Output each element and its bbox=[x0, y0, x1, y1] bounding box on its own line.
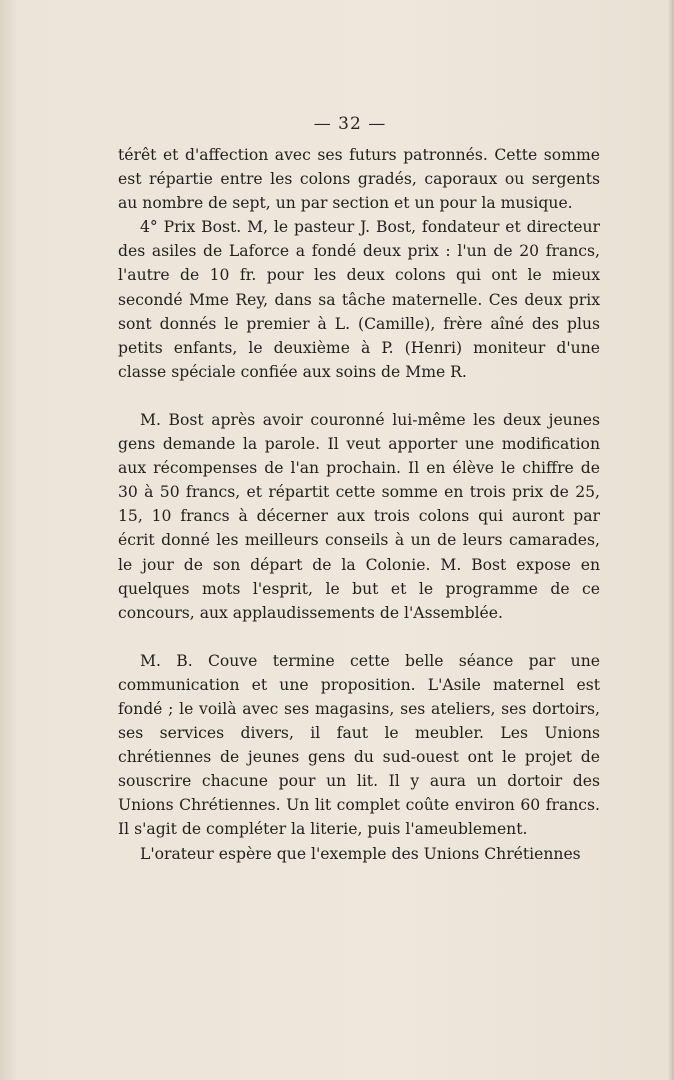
paragraph-continuation: térêt et d'affection avec ses futurs patronnés. Cette somme est répartie entre les colons gradés, caporaux ou sergents au nombre de sept, un par section et un pour la musique. bbox=[118, 146, 600, 213]
paragraph-prix-bost: 4° Prix Bost. M, le pasteur J. Bost, fondateur et directeur des asiles de Laforce a fondé deux prix : l'un de 20 francs, l'autre de 10 fr. pour les deux colons qui ont le mieux secondé Mme Rey, dans sa tâche maternelle. Ces deux prix sont donnés le premier à L. (Camille), frère aîné des plus petits enfants, le deuxième à P. (Henri) moniteur d'une classe spéciale confiée aux soins de Mme R. bbox=[118, 218, 600, 381]
paragraph-couve-proposal: M. B. Couve termine cette belle séance par une communication et une proposition. L'Asile maternel est fondé ; le voilà avec ses magasins, ses ateliers, ses dortoirs, ses services divers, il faut le meubler. Les Unions chrétiennes de jeunes gens du sud-ouest ont le projet de souscrire chacune pour un lit. Il y aura un dortoir des Unions Chrétiennes. Un lit complet coûte environ 60 francs. Il s'agit de compléter la literie, puis l'ameublement. bbox=[118, 651, 600, 839]
paragraph-bost-speech: M. Bost après avoir couronné lui-même les deux jeunes gens demande la parole. Il veut apporter une modification aux récompenses de l'an prochain. Il en élève le chiffre de 30 à 50 francs, et répartit cette somme en trois prix de 25, 15, 10 francs à décerner aux trois colons qui auront par écrit donné les meilleurs conseils à un de leurs camarades, le jour de son départ de la Colonie. M. Bost expose en quelques mots l'esprit, le but et le programme de ce concours, aux applaudissements de l'Assemblée. bbox=[118, 410, 600, 622]
paragraph-orateur: L'orateur espère que l'exemple des Unions Chrétiennes bbox=[140, 844, 581, 863]
body-text bbox=[118, 143, 600, 866]
page-number: — 32 — bbox=[313, 114, 387, 134]
page-edge bbox=[668, 0, 674, 1080]
